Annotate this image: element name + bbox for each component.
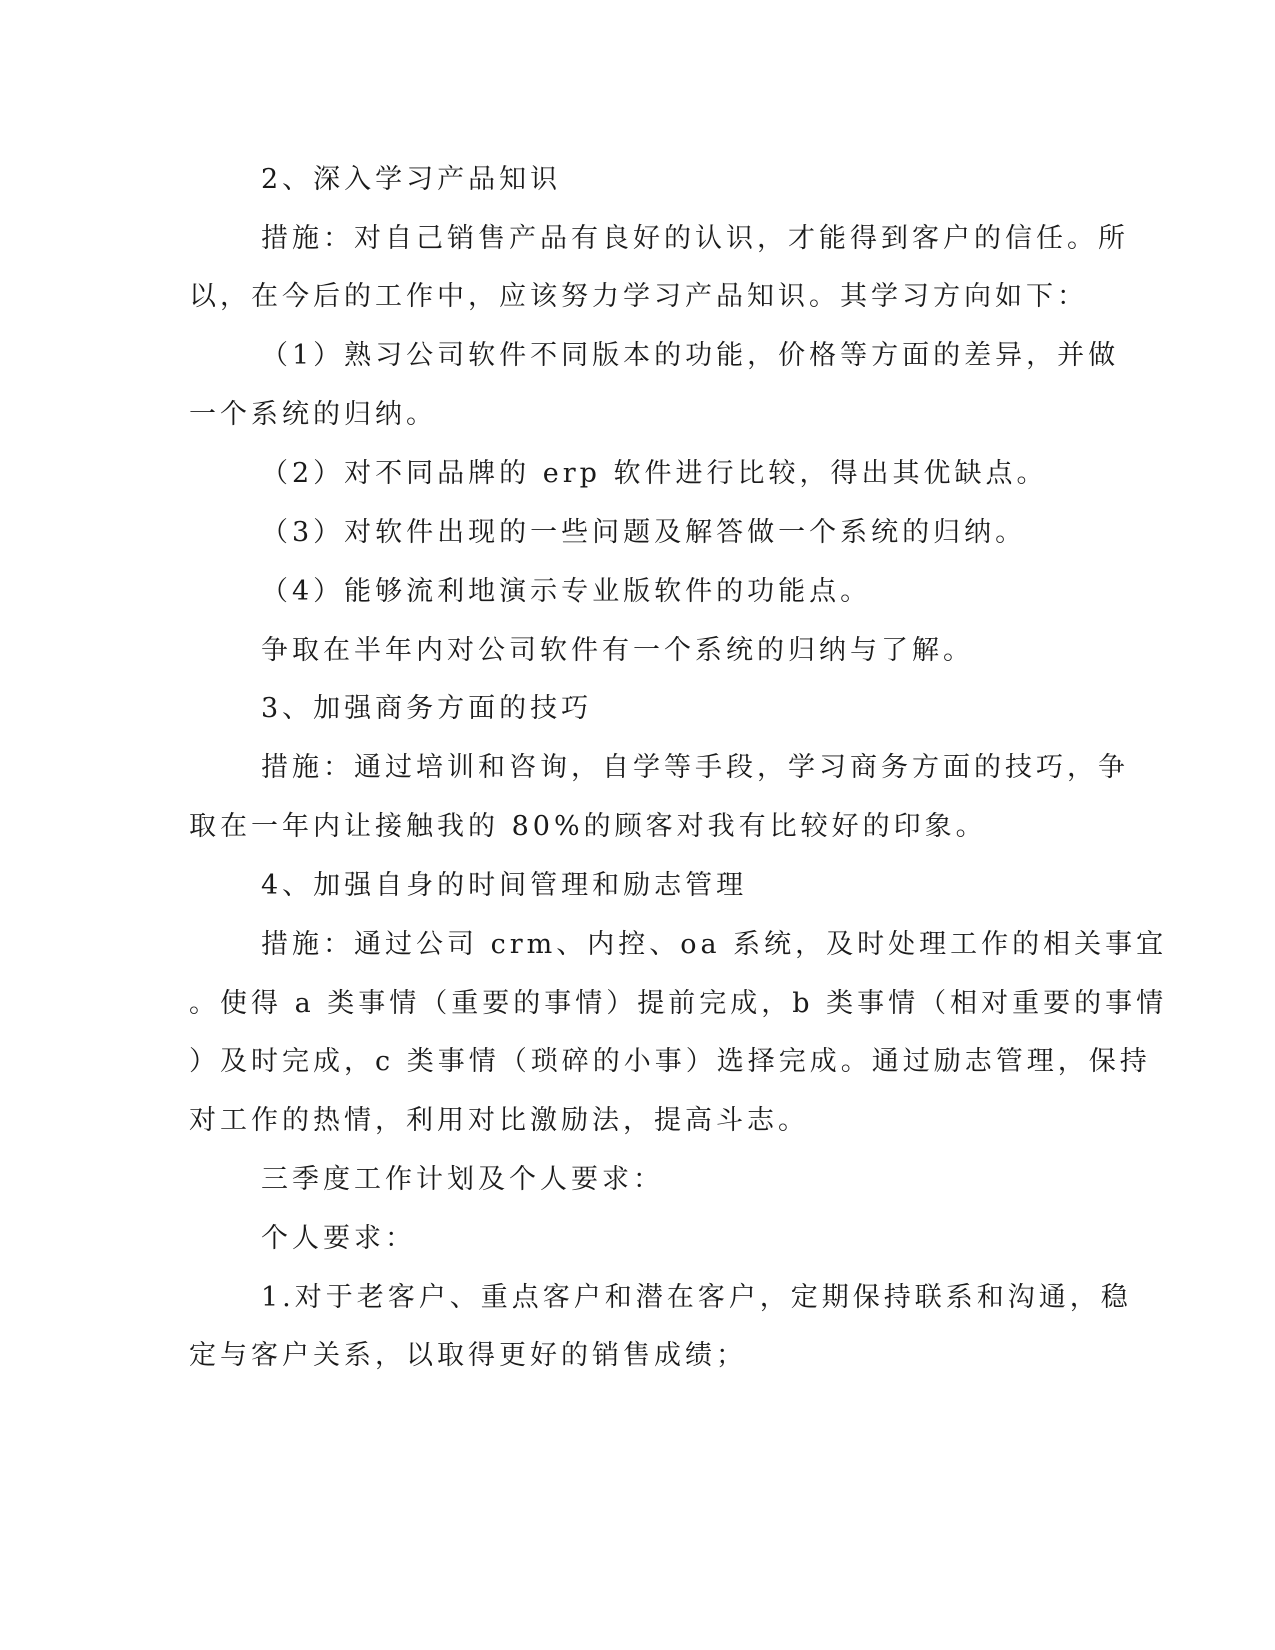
paragraph-line: 措施：对自己销售产品有良好的认识，才能得到客户的信任。所 [261,223,1129,254]
paragraph-line: 以，在今后的工作中，应该努力学习产品知识。其学习方向如下： [189,281,1088,312]
heading-q3-plan: 三季度工作计划及个人要求： [261,1164,664,1195]
heading-time-management: 4、加强自身的时间管理和励志管理 [261,870,748,901]
list-item-line: （2）对不同品牌的 erp 软件进行比较，得出其优缺点。 [261,458,1048,489]
list-item-line: 1.对于老客户、重点客户和潜在客户，定期保持联系和沟通，稳 [261,1282,1132,1313]
paragraph-line: 对工作的热情，利用对比激励法，提高斗志。 [189,1105,809,1136]
list-item-line: （1）熟习公司软件不同版本的功能，价格等方面的差异，并做 [261,340,1120,371]
heading-business-skills: 3、加强商务方面的技巧 [261,693,593,724]
heading-product-knowledge: 2、深入学习产品知识 [261,164,562,195]
list-item-line: 定与客户关系，以取得更好的销售成绩； [189,1340,747,1371]
paragraph-line: 争取在半年内对公司软件有一个系统的归纳与了解。 [261,635,974,666]
paragraph-line: 。使得 a 类事情（重要的事情）提前完成，b 类事情（相对重要的事情 [189,988,1168,1019]
list-item-line: （3）对软件出现的一些问题及解答做一个系统的归纳。 [261,517,1027,548]
paragraph-line: 取在一年内让接触我的 80%的顾客对我有比较好的印象。 [189,811,987,842]
paragraph-line: 措施：通过培训和咨询，自学等手段，学习商务方面的技巧，争 [261,752,1129,783]
list-item-line: （4）能够流利地演示专业版软件的功能点。 [261,576,872,607]
list-item-line: 一个系统的归纳。 [189,399,437,430]
paragraph-line: 措施：通过公司 crm、内控、oa 系统，及时处理工作的相关事宜 [261,929,1168,960]
paragraph-line: ）及时完成，c 类事情（琐碎的小事）选择完成。通过励志管理，保持 [189,1046,1151,1077]
heading-personal-requirements: 个人要求： [261,1223,416,1254]
